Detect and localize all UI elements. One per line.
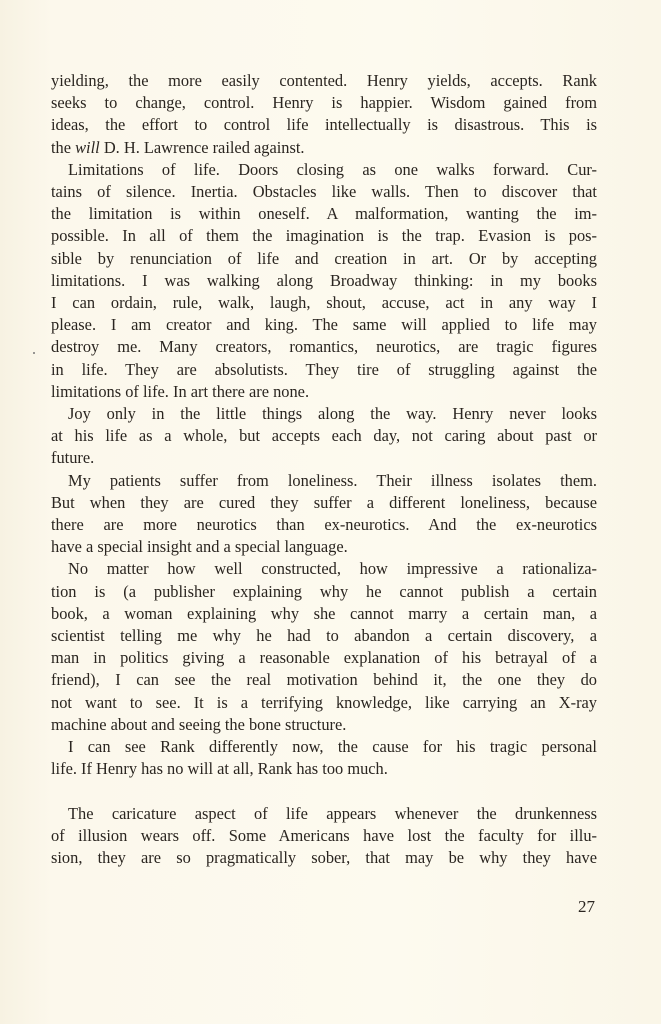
text-line: have a special insight and a special language. <box>51 537 348 557</box>
text-line: man in politics giving a reasonable explanation of his betrayal of a <box>51 648 597 668</box>
text-line: yielding, the more easily contented. Henry yields, accepts. Rank <box>51 71 597 90</box>
text-line: book, a woman explaining why she cannot marry a certain man, a <box>51 603 597 623</box>
paragraph-7 <box>51 803 597 870</box>
text-line: machine about and seeing the bone structure. <box>51 714 347 734</box>
text-line: sion, they are so pragmatically sober, that may be why they have <box>51 847 597 867</box>
text-line: in life. They are absolutists. They tire of struggling against the <box>51 359 597 379</box>
text-line: life. If Henry has no will at all, Rank has too much. <box>51 759 388 779</box>
text-fragment: D. H. Lawrence railed against. <box>99 137 305 157</box>
paragraph-3 <box>51 403 597 470</box>
paragraph-6 <box>51 736 597 780</box>
text-line: But when they are cured they suffer a different loneliness, because <box>51 492 597 512</box>
text-line: at his life as a whole, but accepts each day, not caring about past or <box>51 426 597 446</box>
text-line: scientist telling me why he had to abandon a certain discovery, a <box>51 626 597 646</box>
text-line: please. I am creator and king. The same will applied to life may <box>51 315 597 335</box>
text-line: future. <box>51 448 95 468</box>
text-line: No matter how well constructed, how impressive a rationaliza- <box>68 559 597 579</box>
text-line: Joy only in the little things along the way. Henry never looks <box>68 404 597 424</box>
page-number: 27 <box>578 897 595 916</box>
text-line: not want to see. It is a terrifying knowledge, like carrying an X-ray <box>51 692 597 712</box>
text-line: there are more neurotics than ex-neurotics. And the ex-neurotics <box>51 515 597 535</box>
text-line: The caricature aspect of life appears whenever the drunkenness <box>68 803 597 823</box>
text-line: My patients suffer from loneliness. Their illness isolates them. <box>68 470 597 490</box>
text-line: sible by renunciation of life and creation in art. Or by accepting <box>51 248 597 268</box>
text-fragment: the <box>51 137 76 157</box>
paragraph-2 <box>51 159 597 403</box>
text-line: destroy me. Many creators, romantics, neurotics, are tragic figures <box>51 337 597 357</box>
text-line: limitations. I was walking along Broadway thinking: in my books <box>51 270 597 290</box>
text-line: tion is (a publisher explaining why he cannot publish a certain <box>51 581 597 601</box>
text-line: Limitations of life. Doors closing as one walks forward. Cur- <box>68 159 597 179</box>
text-line: friend), I can see the real motivation behind it, the one they do <box>51 670 597 690</box>
text-line: I can ordain, rule, walk, laugh, shout, accuse, act in any way I <box>51 293 597 313</box>
text-line: seeks to change, control. Henry is happier. Wisdom gained from <box>51 93 597 113</box>
text-line: I can see Rank differently now, the cause for his tragic personal <box>68 737 597 757</box>
margin-mark <box>33 352 35 354</box>
paragraph-5 <box>51 558 597 736</box>
text-line: the limitation is within oneself. A malformation, wanting the im- <box>51 204 597 224</box>
text-line <box>51 137 597 159</box>
text-line: possible. In all of them the imagination is the trap. Evasion is pos- <box>51 226 597 246</box>
emphasis-word: will <box>75 137 100 157</box>
text-line: ideas, the effort to control life intellectually is disastrous. This is <box>51 115 597 135</box>
text-line: tains of silence. Inertia. Obstacles like walls. Then to discover that <box>51 182 597 202</box>
body-text <box>51 70 597 869</box>
paragraph-4 <box>51 470 597 559</box>
text-line: of illusion wears off. Some Americans have lost the faculty for illu- <box>51 825 597 845</box>
text-line: limitations of life. In art there are none. <box>51 381 310 401</box>
paragraph-1 <box>51 70 597 159</box>
